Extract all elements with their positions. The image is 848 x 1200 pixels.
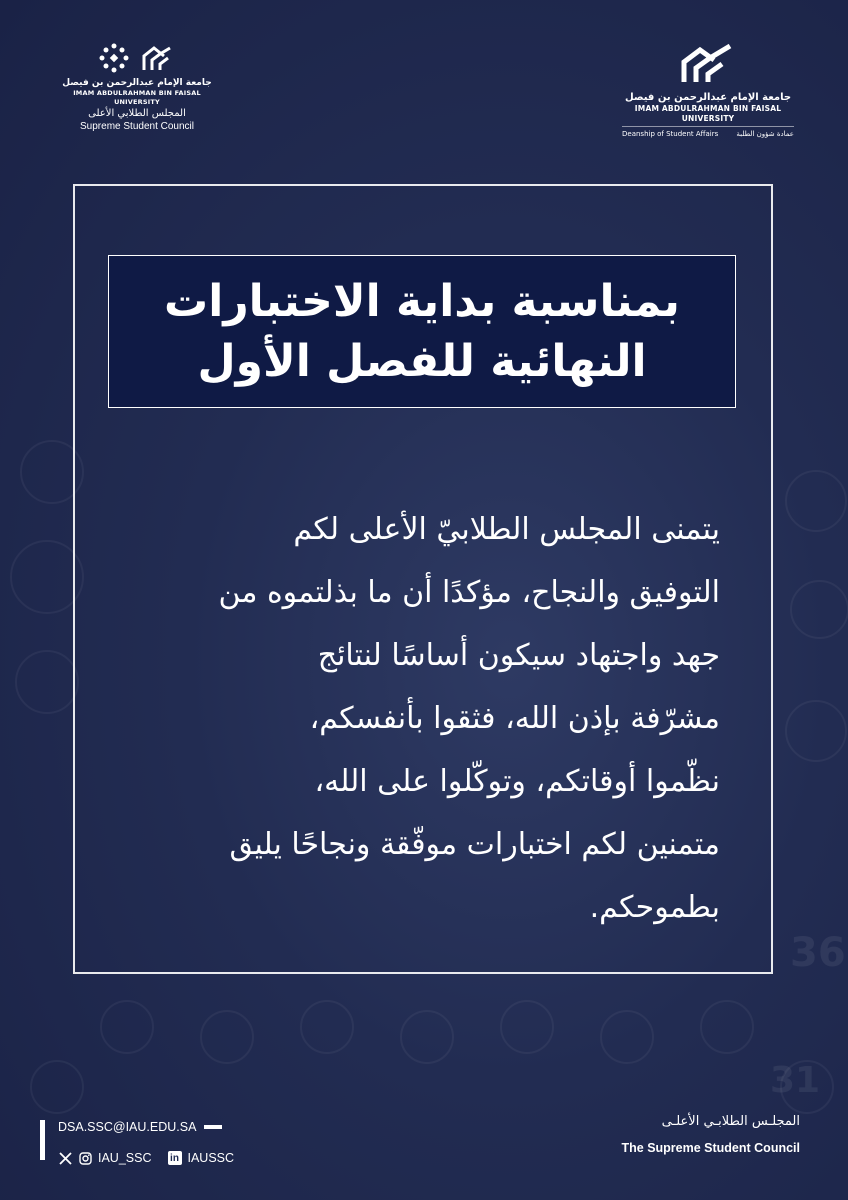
message-line: جهد واجتهاد سيكون أساسًا لنتائج [317,638,720,673]
university-logo-icon [140,42,176,74]
message-line: نظّموا أوقاتكم، وتوكّلوا على الله، [314,764,720,799]
title-line-2: النهائية للفصل الأول [197,335,647,387]
linkedin-icon[interactable]: in [168,1151,182,1165]
message-body [100,498,720,939]
header-right-deanship [622,126,794,139]
footer-accent-bar [40,1120,45,1160]
x-icon[interactable] [58,1151,72,1165]
message-line: التوفيق والنجاح، مؤكدًا أن ما بذلتموه من [218,575,720,610]
header-right-deanship-en: Deanship of Student Affairs [622,130,719,138]
title-box [108,255,736,408]
message-line: بطموحكم. [589,890,720,925]
footer-council-ar: المجلـس الطلابـي الأعلـى [661,1114,800,1129]
social-links [58,1151,234,1165]
instagram-icon[interactable] [78,1151,92,1165]
header-left-university-ar: جامعة الإمام عبدالرحمن بن فيصل [62,78,212,88]
header-right-deanship-ar: عمادة شؤون الطلبة [736,130,794,138]
email-text: DSA.SSC@IAU.EDU.SA [58,1120,197,1134]
university-logo-icon [678,40,738,86]
email-dash [204,1125,222,1129]
header-right-university-en: IMAM ABDULRAHMAN BIN FAISAL UNIVERSITY [634,104,782,123]
message-line: مشرّفة بإذن الله، فثقوا بأنفسكم، [309,701,720,736]
footer-council-en: The Supreme Student Council [621,1141,800,1155]
footer-council [622,1112,801,1158]
header-left-university-en: IMAM ABDULRAHMAN BIN FAISAL UNIVERSITY [73,89,201,106]
linkedin-handle[interactable]: IAUSSC [187,1151,235,1165]
header-left-council-ar: المجلس الطلابي الأعلى [88,108,186,119]
university-deanship-logo [622,40,794,139]
contact-email[interactable] [58,1120,222,1134]
header-left-council-en: Supreme Student Council [80,121,194,132]
message-line: يتمنى المجلس الطلابيّ الأعلى لكم [293,512,720,547]
message-line: متمنين لكم اختبارات موفّقة ونجاحًا يليق [229,827,720,862]
header-right-university-ar: جامعة الإمام عبدالرحمن بن فيصل [624,92,792,103]
supreme-student-council-logo [62,42,212,133]
twitter-instagram-handle[interactable]: IAU_SSC [98,1151,152,1165]
title-line-1: بمناسبة بداية الاختبارات [164,275,680,327]
council-emblem-icon [98,42,130,74]
